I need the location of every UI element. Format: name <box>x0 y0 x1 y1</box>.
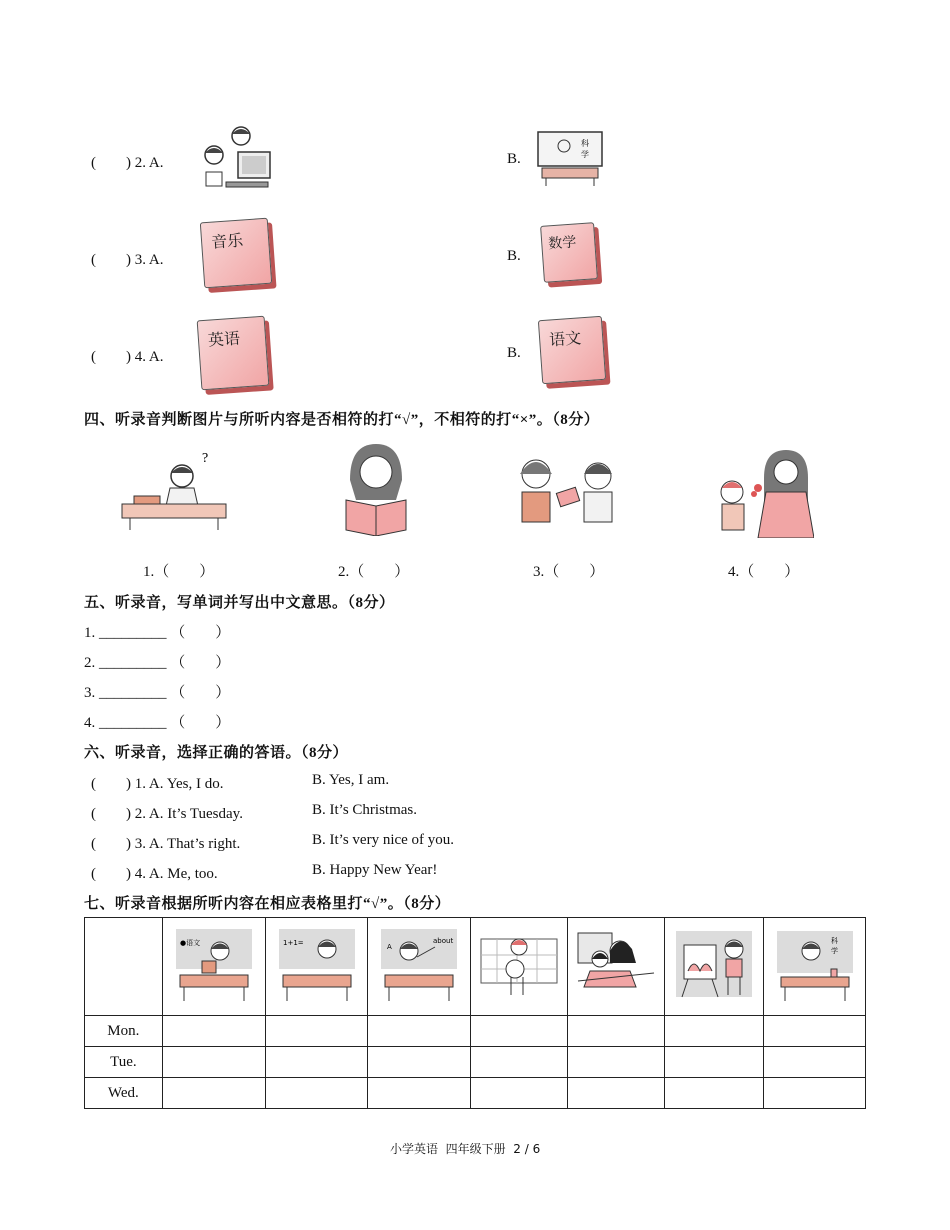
svg-text:学: 学 <box>830 947 838 955</box>
picture-row <box>85 918 866 1016</box>
check-cell[interactable] <box>568 1047 665 1078</box>
svg-text:1+1=: 1+1= <box>282 939 304 947</box>
section7-title: 七、听录音根据所听内容在相应表格里打“√”。（8分） <box>84 896 451 912</box>
svg-text:?: ? <box>202 451 209 466</box>
pic-english-class <box>368 918 471 1016</box>
boy-thinking-at-desk-illustration <box>120 448 230 530</box>
s4-item-4: 4.（ ） <box>728 564 800 580</box>
check-cell[interactable] <box>471 1078 568 1109</box>
s3-row4-b: B. <box>507 345 521 361</box>
s6-q1-b: B. Yes, I am. <box>312 772 390 788</box>
s3-row2-label: ( ) 2. A. <box>91 155 164 171</box>
pic-science-class <box>764 918 866 1016</box>
s5-line-1: 1. _________ （ ） <box>84 625 231 641</box>
day-label: Tue. <box>85 1047 163 1078</box>
check-cell[interactable] <box>471 1016 568 1047</box>
boy-giving-flowers-illustration <box>710 448 814 538</box>
computer-kids-illustration <box>196 122 281 194</box>
s4-item-1: 1.（ ） <box>143 564 215 580</box>
s6-q3-b: B. It’s very nice of you. <box>312 832 455 848</box>
svg-text:A: A <box>387 943 393 951</box>
check-cell[interactable] <box>764 1078 866 1109</box>
svg-text:科: 科 <box>581 139 589 148</box>
s6-q1-a: ( ) 1. A. Yes, I do. <box>91 776 224 792</box>
s6-q4-b: B. Happy New Year! <box>312 862 438 878</box>
table-row <box>85 1047 866 1078</box>
two-kids-exchanging-card-illustration <box>512 452 622 524</box>
check-cell[interactable] <box>162 1016 265 1047</box>
section4-title: 四、听录音判断图片与所听内容是否相符的打“√”，不相符的打“×”。（8分） <box>84 412 600 428</box>
s5-line-2: 2. _________ （ ） <box>84 655 231 671</box>
math-book: 数学 <box>540 222 598 283</box>
check-cell[interactable] <box>471 1047 568 1078</box>
table-row <box>85 1016 866 1047</box>
check-cell[interactable] <box>764 1047 866 1078</box>
check-cell[interactable] <box>162 1047 265 1078</box>
svg-text:about: about <box>433 937 454 945</box>
s6-q2-b: B. It’s Christmas. <box>312 802 418 818</box>
s6-q2-a: ( ) 2. A. It’s Tuesday. <box>91 806 243 822</box>
svg-text:●语文: ●语文 <box>179 939 200 947</box>
check-cell[interactable] <box>368 1047 471 1078</box>
svg-text:科: 科 <box>830 937 838 945</box>
check-cell[interactable] <box>265 1016 368 1047</box>
s6-q4-a: ( ) 4. A. Me, too. <box>91 866 218 882</box>
pic-math-class <box>265 918 368 1016</box>
chinese-book: 语文 <box>538 316 606 384</box>
section5-title: 五、听录音，写单词并写出中文意思。（8分） <box>84 595 395 611</box>
check-cell[interactable] <box>265 1078 368 1109</box>
check-cell[interactable] <box>665 1078 764 1109</box>
music-book: 音乐 <box>200 218 272 289</box>
s5-line-3: 3. _________ （ ） <box>84 685 231 701</box>
pic-music-class <box>568 918 665 1016</box>
svg-text:学: 学 <box>581 150 589 159</box>
science-class-illustration <box>536 130 604 186</box>
check-cell[interactable] <box>764 1016 866 1047</box>
check-cell[interactable] <box>368 1078 471 1109</box>
pic-pe-class <box>471 918 568 1016</box>
s3-row3-label: ( ) 3. A. <box>91 252 164 268</box>
schedule-table <box>84 917 866 1109</box>
check-cell[interactable] <box>265 1047 368 1078</box>
pic-art-class <box>665 918 764 1016</box>
english-book: 英语 <box>197 316 270 391</box>
s3-row3-b: B. <box>507 248 521 264</box>
check-cell[interactable] <box>665 1047 764 1078</box>
s4-item-2: 2.（ ） <box>338 564 410 580</box>
check-cell[interactable] <box>162 1078 265 1109</box>
s3-row2-b: B. <box>507 151 521 167</box>
section6-title: 六、听录音，选择正确的答语。（8分） <box>84 745 349 761</box>
day-label: Mon. <box>85 1016 163 1047</box>
check-cell[interactable] <box>368 1016 471 1047</box>
s6-q3-a: ( ) 3. A. That’s right. <box>91 836 241 852</box>
table-row <box>85 1078 866 1109</box>
s4-item-3: 3.（ ） <box>533 564 605 580</box>
check-cell[interactable] <box>665 1016 764 1047</box>
check-cell[interactable] <box>568 1016 665 1047</box>
check-cell[interactable] <box>568 1078 665 1109</box>
s5-line-4: 4. _________ （ ） <box>84 715 231 731</box>
page-footer: 小学英语 四年级下册 2 / 6 <box>390 1142 541 1156</box>
day-label: Wed. <box>85 1078 163 1109</box>
girl-reading-illustration <box>340 440 412 536</box>
pic-chinese-class <box>162 918 265 1016</box>
s3-row4-label: ( ) 4. A. <box>91 349 164 365</box>
corner-cell <box>85 918 163 1016</box>
